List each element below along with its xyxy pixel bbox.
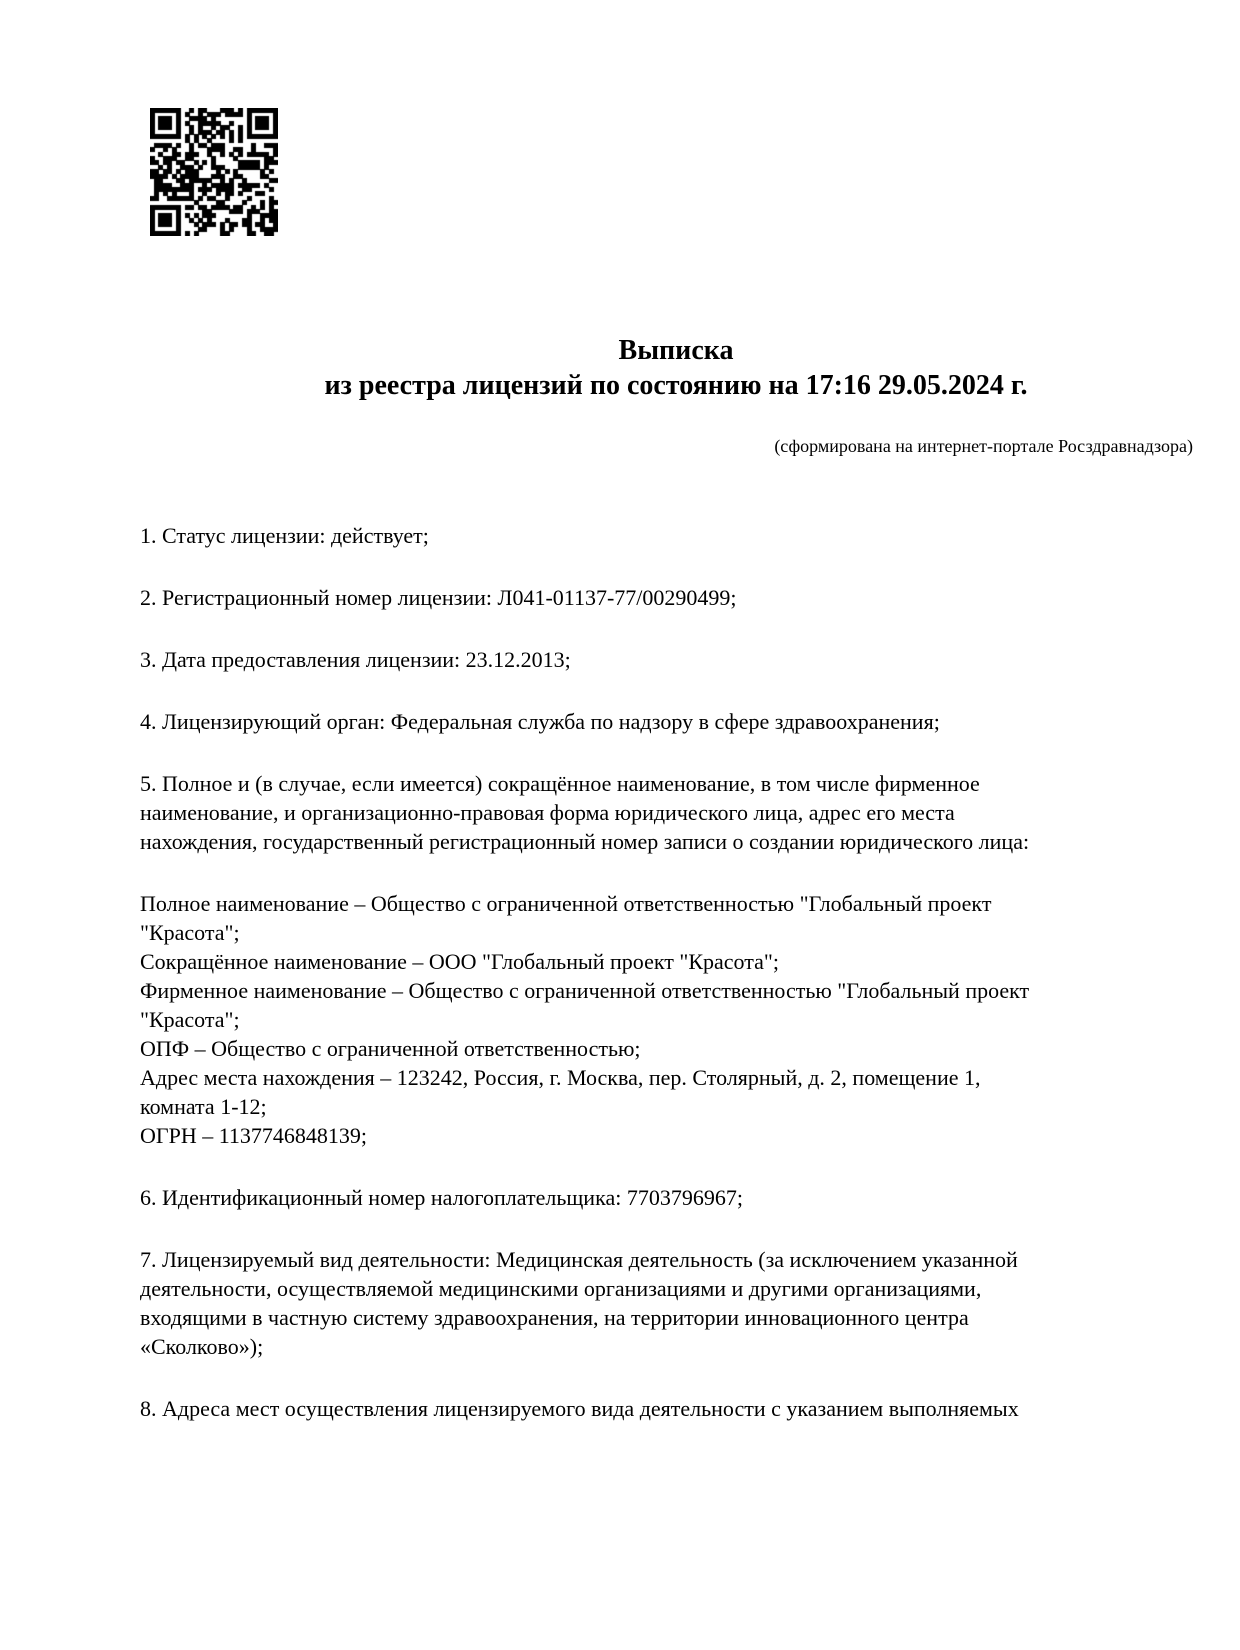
text-line: входящими в частную систему здравоохранения, на территории инновационного центра [140,1305,969,1330]
paragraph-activity-type [140,1245,1240,1361]
text-line: ОПФ – Общество с ограниченной ответственностью; [140,1036,641,1061]
text-line: 6. Идентификационный номер налогоплательщика: 7703796967; [140,1185,743,1210]
text-line: деятельности, осуществляемой медицинскими организациями и другими организациями, [140,1276,982,1301]
text-line: 4. Лицензирующий орган: Федеральная служба по надзору в сфере здравоохранения; [140,709,940,734]
paragraph-license-status [140,521,1240,550]
paragraph-organization-details [140,889,1240,1150]
text-line: нахождения, государственный регистрационный номер записи о создании юридического лица: [140,829,1030,854]
text-line: 7. Лицензируемый вид деятельности: Медицинская деятельность (за исключением указанной [140,1247,1018,1272]
document-title [140,333,1212,403]
paragraph-registration-number [140,583,1240,612]
document-subtitle: (сформирована на интернет-портале Росздравнадзора) [774,436,1193,456]
title-line-2: из реестра лицензий по состоянию на 17:16 29.05.2024 г. [324,370,1028,401]
document-body [140,521,1240,1423]
text-line: 1. Статус лицензии: действует; [140,523,429,548]
text-line: Фирменное наименование – Общество с ограниченной ответственностью "Глобальный проект [140,978,1030,1003]
text-line: "Красота"; [140,1007,240,1032]
text-line: 3. Дата предоставления лицензии: 23.12.2013; [140,647,571,672]
text-line: 8. Адреса мест осуществления лицензируемого вида деятельности с указанием выполняемых [140,1396,1019,1421]
qr-code-icon [150,108,278,236]
text-line: Полное наименование – Общество с ограниченной ответственностью "Глобальный проект [140,891,992,916]
text-line: «Сколково»); [140,1334,264,1359]
paragraph-addresses-intro [140,1394,1240,1423]
text-line: ОГРН – 1137746848139; [140,1123,368,1148]
text-line: Адрес места нахождения – 123242, Россия, г. Москва, пер. Столярный, д. 2, помещение 1, [140,1065,981,1090]
paragraph-licensing-authority [140,707,1240,736]
paragraph-inn [140,1183,1240,1212]
title-line-1: Выписка [618,335,734,366]
paragraph-name-intro [140,769,1240,856]
text-line: комната 1-12; [140,1094,267,1119]
text-line: наименование, и организационно-правовая форма юридического лица, адрес его места [140,800,955,825]
text-line: 2. Регистрационный номер лицензии: Л041-01137-77/00290499; [140,585,737,610]
text-line: 5. Полное и (в случае, если имеется) сокращённое наименование, в том числе фирменное [140,771,980,796]
paragraph-license-date [140,645,1240,674]
text-line: "Красота"; [140,920,240,945]
text-line: Сокращённое наименование – ООО "Глобальный проект "Красота"; [140,949,779,974]
